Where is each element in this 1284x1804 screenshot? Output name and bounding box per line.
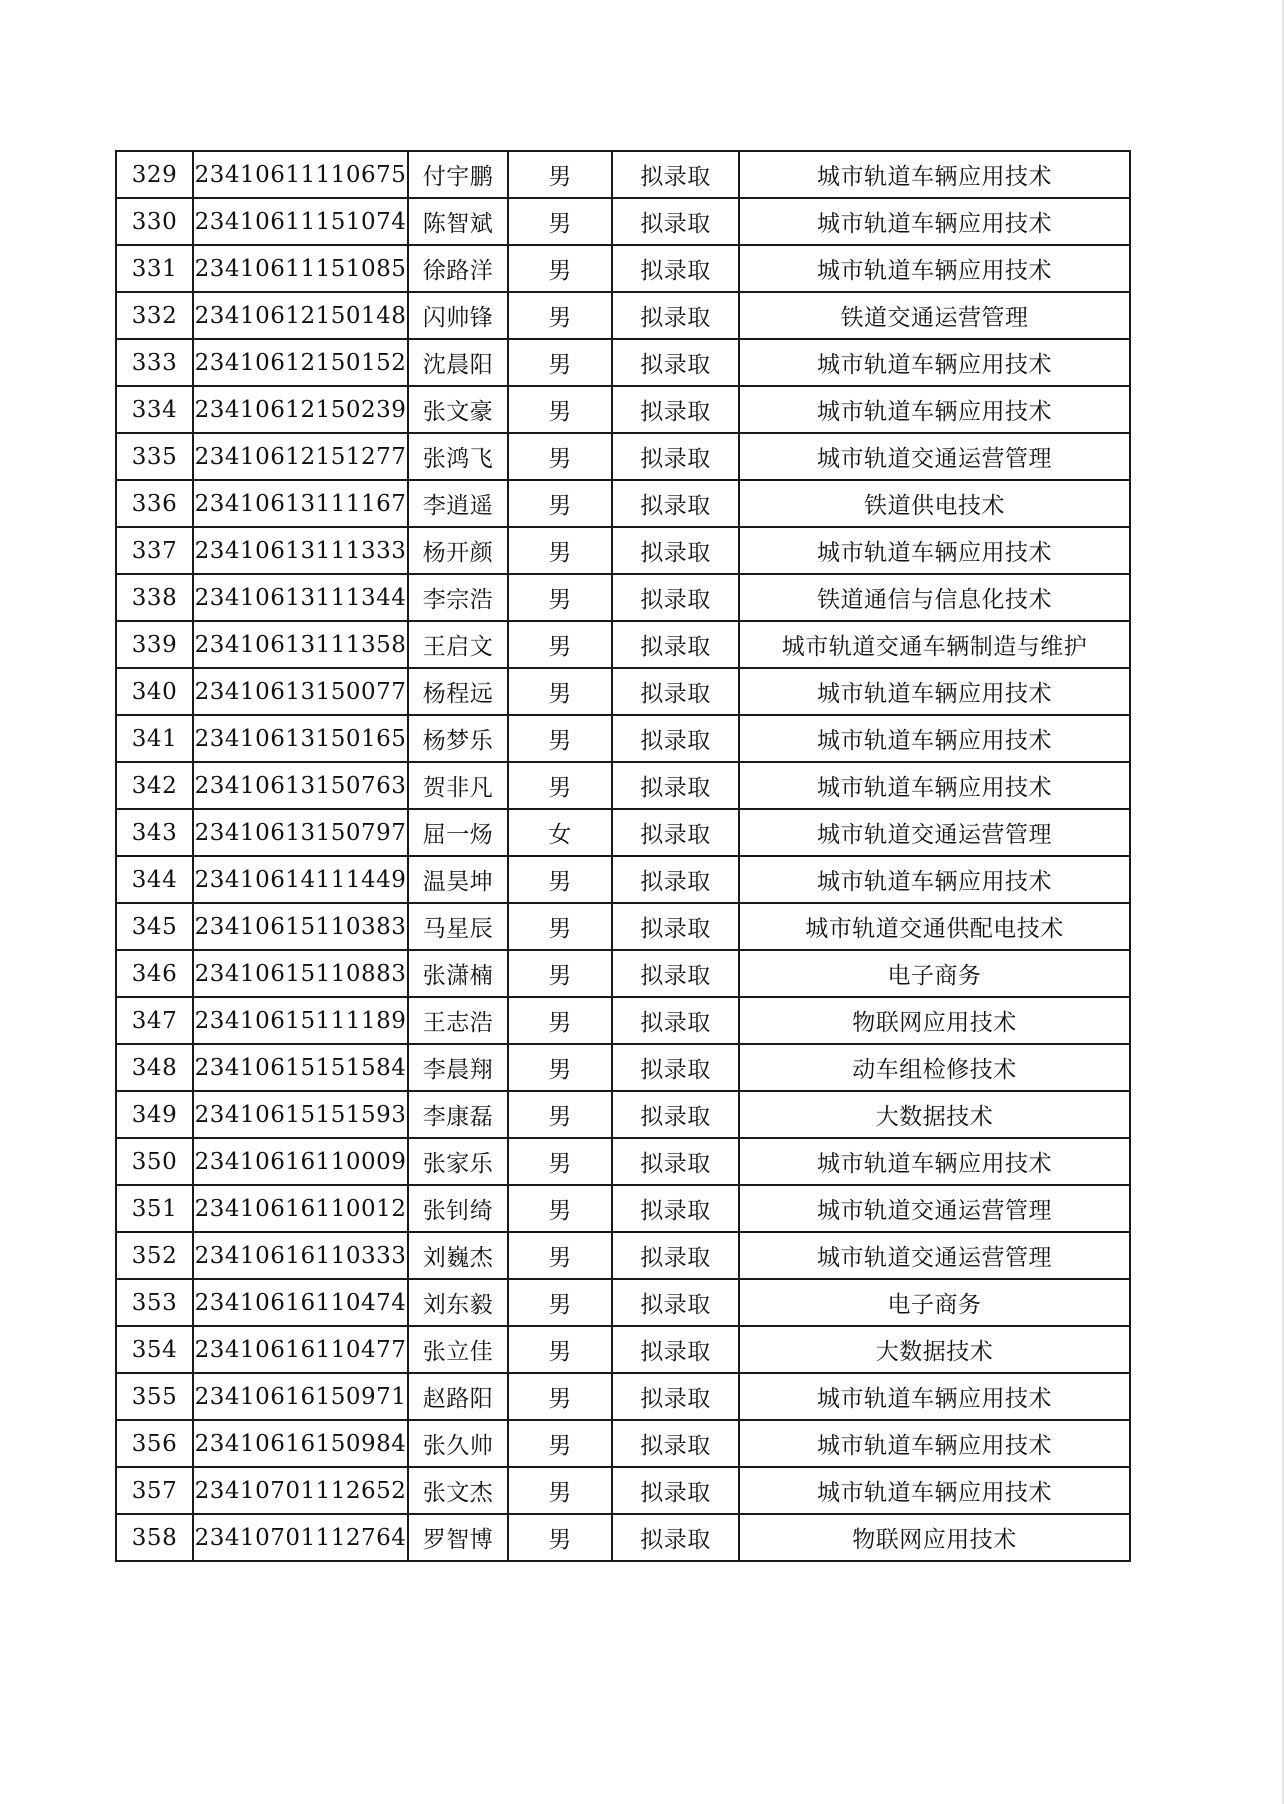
major-cell: 电子商务 — [739, 950, 1130, 997]
student-name-cell: 刘巍杰 — [408, 1232, 508, 1279]
row-number-cell: 345 — [116, 903, 193, 950]
student-name-cell: 罗智博 — [408, 1514, 508, 1561]
row-number-cell: 358 — [116, 1514, 193, 1561]
table-row — [116, 762, 1130, 809]
major-cell: 城市轨道交通运营管理 — [739, 809, 1130, 856]
major-cell: 城市轨道车辆应用技术 — [739, 1138, 1130, 1185]
table-row — [116, 339, 1130, 386]
candidate-id-cell: 23410615151593 — [193, 1091, 408, 1138]
admission-status-cell: 拟录取 — [612, 1514, 739, 1561]
candidate-id-cell: 23410612150239 — [193, 386, 408, 433]
gender-cell: 男 — [508, 1326, 612, 1373]
major-cell: 物联网应用技术 — [739, 997, 1130, 1044]
major-cell: 铁道交通运营管理 — [739, 292, 1130, 339]
table-row — [116, 574, 1130, 621]
candidate-id-cell: 23410701112764 — [193, 1514, 408, 1561]
student-name-cell: 赵路阳 — [408, 1373, 508, 1420]
row-number-cell: 350 — [116, 1138, 193, 1185]
student-name-cell: 付宇鹏 — [408, 151, 508, 198]
admission-status-cell: 拟录取 — [612, 809, 739, 856]
admission-status-cell: 拟录取 — [612, 574, 739, 621]
admission-status-cell: 拟录取 — [612, 621, 739, 668]
table-row — [116, 1420, 1130, 1467]
admission-status-cell: 拟录取 — [612, 245, 739, 292]
table-row — [116, 1514, 1130, 1561]
table-row — [116, 1373, 1130, 1420]
admission-status-cell: 拟录取 — [612, 1467, 739, 1514]
gender-cell: 男 — [508, 574, 612, 621]
gender-cell: 男 — [508, 245, 612, 292]
table-row — [116, 1467, 1130, 1514]
candidate-id-cell: 23410615111189 — [193, 997, 408, 1044]
row-number-cell: 339 — [116, 621, 193, 668]
table-row — [116, 386, 1130, 433]
major-cell: 城市轨道车辆应用技术 — [739, 245, 1130, 292]
table-row — [116, 1138, 1130, 1185]
candidate-id-cell: 23410615151584 — [193, 1044, 408, 1091]
major-cell: 动车组检修技术 — [739, 1044, 1130, 1091]
candidate-id-cell: 23410612150152 — [193, 339, 408, 386]
admission-status-cell: 拟录取 — [612, 715, 739, 762]
student-name-cell: 张久帅 — [408, 1420, 508, 1467]
gender-cell: 男 — [508, 950, 612, 997]
major-cell: 城市轨道车辆应用技术 — [739, 668, 1130, 715]
gender-cell: 男 — [508, 1232, 612, 1279]
table-body — [116, 151, 1130, 1561]
candidate-id-cell: 23410615110383 — [193, 903, 408, 950]
candidate-id-cell: 23410612151277 — [193, 433, 408, 480]
gender-cell: 男 — [508, 621, 612, 668]
major-cell: 大数据技术 — [739, 1326, 1130, 1373]
major-cell: 城市轨道车辆应用技术 — [739, 198, 1130, 245]
student-name-cell: 李康磊 — [408, 1091, 508, 1138]
admission-list-table — [115, 150, 1131, 1562]
student-name-cell: 张文杰 — [408, 1467, 508, 1514]
major-cell: 城市轨道车辆应用技术 — [739, 151, 1130, 198]
admission-status-cell: 拟录取 — [612, 668, 739, 715]
candidate-id-cell: 23410613150165 — [193, 715, 408, 762]
row-number-cell: 333 — [116, 339, 193, 386]
table-row — [116, 245, 1130, 292]
admission-status-cell: 拟录取 — [612, 339, 739, 386]
row-number-cell: 348 — [116, 1044, 193, 1091]
admission-status-cell: 拟录取 — [612, 997, 739, 1044]
gender-cell: 男 — [508, 1279, 612, 1326]
major-cell: 城市轨道交通供配电技术 — [739, 903, 1130, 950]
row-number-cell: 347 — [116, 997, 193, 1044]
major-cell: 城市轨道车辆应用技术 — [739, 1420, 1130, 1467]
row-number-cell: 334 — [116, 386, 193, 433]
gender-cell: 男 — [508, 1091, 612, 1138]
major-cell: 城市轨道车辆应用技术 — [739, 856, 1130, 903]
candidate-id-cell: 23410613150763 — [193, 762, 408, 809]
candidate-id-cell: 23410613150077 — [193, 668, 408, 715]
candidate-id-cell: 23410612150148 — [193, 292, 408, 339]
candidate-id-cell: 23410611151074 — [193, 198, 408, 245]
gender-cell: 男 — [508, 480, 612, 527]
row-number-cell: 356 — [116, 1420, 193, 1467]
admission-status-cell: 拟录取 — [612, 1044, 739, 1091]
candidate-id-cell: 23410613111333 — [193, 527, 408, 574]
major-cell: 城市轨道车辆应用技术 — [739, 1373, 1130, 1420]
candidate-id-cell: 23410616150971 — [193, 1373, 408, 1420]
student-name-cell: 沈晨阳 — [408, 339, 508, 386]
admission-status-cell: 拟录取 — [612, 198, 739, 245]
table-row — [116, 1044, 1130, 1091]
gender-cell: 男 — [508, 1420, 612, 1467]
student-name-cell: 张鸿飞 — [408, 433, 508, 480]
admission-status-cell: 拟录取 — [612, 480, 739, 527]
candidate-id-cell: 23410616150984 — [193, 1420, 408, 1467]
gender-cell: 男 — [508, 762, 612, 809]
table-row — [116, 1232, 1130, 1279]
row-number-cell: 330 — [116, 198, 193, 245]
row-number-cell: 337 — [116, 527, 193, 574]
gender-cell: 男 — [508, 1185, 612, 1232]
student-name-cell: 李逍遥 — [408, 480, 508, 527]
major-cell: 城市轨道交通运营管理 — [739, 433, 1130, 480]
admission-status-cell: 拟录取 — [612, 1279, 739, 1326]
student-name-cell: 张钊绮 — [408, 1185, 508, 1232]
table-row — [116, 856, 1130, 903]
candidate-id-cell: 23410616110012 — [193, 1185, 408, 1232]
major-cell: 城市轨道车辆应用技术 — [739, 715, 1130, 762]
candidate-id-cell: 23410611151085 — [193, 245, 408, 292]
admission-status-cell: 拟录取 — [612, 1185, 739, 1232]
major-cell: 铁道供电技术 — [739, 480, 1130, 527]
major-cell: 铁道通信与信息化技术 — [739, 574, 1130, 621]
table-row — [116, 198, 1130, 245]
major-cell: 城市轨道车辆应用技术 — [739, 527, 1130, 574]
student-name-cell: 王启文 — [408, 621, 508, 668]
table-row — [116, 621, 1130, 668]
major-cell: 城市轨道车辆应用技术 — [739, 762, 1130, 809]
row-number-cell: 349 — [116, 1091, 193, 1138]
table-row — [116, 151, 1130, 198]
row-number-cell: 343 — [116, 809, 193, 856]
row-number-cell: 342 — [116, 762, 193, 809]
admission-status-cell: 拟录取 — [612, 762, 739, 809]
row-number-cell: 331 — [116, 245, 193, 292]
admission-status-cell: 拟录取 — [612, 1373, 739, 1420]
major-cell: 城市轨道交通运营管理 — [739, 1185, 1130, 1232]
candidate-id-cell: 23410616110009 — [193, 1138, 408, 1185]
admission-status-cell: 拟录取 — [612, 950, 739, 997]
row-number-cell: 354 — [116, 1326, 193, 1373]
student-name-cell: 温昊坤 — [408, 856, 508, 903]
gender-cell: 男 — [508, 527, 612, 574]
candidate-id-cell: 23410613111167 — [193, 480, 408, 527]
major-cell: 城市轨道车辆应用技术 — [739, 339, 1130, 386]
candidate-id-cell: 23410614111449 — [193, 856, 408, 903]
gender-cell: 男 — [508, 151, 612, 198]
student-name-cell: 张潇楠 — [408, 950, 508, 997]
candidate-id-cell: 23410613150797 — [193, 809, 408, 856]
major-cell: 城市轨道车辆应用技术 — [739, 1467, 1130, 1514]
row-number-cell: 355 — [116, 1373, 193, 1420]
row-number-cell: 353 — [116, 1279, 193, 1326]
admission-status-cell: 拟录取 — [612, 527, 739, 574]
gender-cell: 男 — [508, 856, 612, 903]
student-name-cell: 刘东毅 — [408, 1279, 508, 1326]
gender-cell: 男 — [508, 715, 612, 762]
gender-cell: 男 — [508, 198, 612, 245]
student-name-cell: 张立佳 — [408, 1326, 508, 1373]
major-cell: 城市轨道交通运营管理 — [739, 1232, 1130, 1279]
admission-status-cell: 拟录取 — [612, 903, 739, 950]
table-row — [116, 292, 1130, 339]
student-name-cell: 杨梦乐 — [408, 715, 508, 762]
student-name-cell: 王志浩 — [408, 997, 508, 1044]
candidate-id-cell: 23410613111358 — [193, 621, 408, 668]
table-row — [116, 433, 1130, 480]
student-name-cell: 陈智斌 — [408, 198, 508, 245]
gender-cell: 男 — [508, 1373, 612, 1420]
table-row — [116, 1091, 1130, 1138]
candidate-id-cell: 23410616110474 — [193, 1279, 408, 1326]
admission-status-cell: 拟录取 — [612, 433, 739, 480]
gender-cell: 男 — [508, 997, 612, 1044]
row-number-cell: 341 — [116, 715, 193, 762]
student-name-cell: 徐路洋 — [408, 245, 508, 292]
table-row — [116, 997, 1130, 1044]
table-row — [116, 480, 1130, 527]
admission-status-cell: 拟录取 — [612, 1326, 739, 1373]
student-name-cell: 张家乐 — [408, 1138, 508, 1185]
candidate-id-cell: 23410616110477 — [193, 1326, 408, 1373]
gender-cell: 男 — [508, 386, 612, 433]
table-row — [116, 1326, 1130, 1373]
row-number-cell: 346 — [116, 950, 193, 997]
gender-cell: 男 — [508, 668, 612, 715]
gender-cell: 男 — [508, 292, 612, 339]
table-row — [116, 903, 1130, 950]
row-number-cell: 340 — [116, 668, 193, 715]
candidate-id-cell: 23410613111344 — [193, 574, 408, 621]
major-cell: 大数据技术 — [739, 1091, 1130, 1138]
gender-cell: 男 — [508, 1514, 612, 1561]
major-cell: 城市轨道车辆应用技术 — [739, 386, 1130, 433]
student-name-cell: 张文豪 — [408, 386, 508, 433]
row-number-cell: 329 — [116, 151, 193, 198]
row-number-cell: 352 — [116, 1232, 193, 1279]
major-cell: 物联网应用技术 — [739, 1514, 1130, 1561]
major-cell: 电子商务 — [739, 1279, 1130, 1326]
row-number-cell: 332 — [116, 292, 193, 339]
table-row — [116, 950, 1130, 997]
student-name-cell: 杨程远 — [408, 668, 508, 715]
admission-status-cell: 拟录取 — [612, 856, 739, 903]
table-row — [116, 668, 1130, 715]
candidate-id-cell: 23410616110333 — [193, 1232, 408, 1279]
admission-status-cell: 拟录取 — [612, 1232, 739, 1279]
candidate-id-cell: 23410611110675 — [193, 151, 408, 198]
student-name-cell: 李宗浩 — [408, 574, 508, 621]
table-row — [116, 1279, 1130, 1326]
row-number-cell: 344 — [116, 856, 193, 903]
gender-cell: 男 — [508, 1138, 612, 1185]
admission-status-cell: 拟录取 — [612, 292, 739, 339]
table-row — [116, 1185, 1130, 1232]
student-name-cell: 贺非凡 — [408, 762, 508, 809]
admission-status-cell: 拟录取 — [612, 386, 739, 433]
admission-status-cell: 拟录取 — [612, 1138, 739, 1185]
candidate-id-cell: 23410701112652 — [193, 1467, 408, 1514]
row-number-cell: 338 — [116, 574, 193, 621]
gender-cell: 男 — [508, 1467, 612, 1514]
row-number-cell: 335 — [116, 433, 193, 480]
table-row — [116, 715, 1130, 762]
student-name-cell: 杨开颜 — [408, 527, 508, 574]
candidate-id-cell: 23410615110883 — [193, 950, 408, 997]
student-name-cell: 闪帅锋 — [408, 292, 508, 339]
table-row — [116, 809, 1130, 856]
student-name-cell: 马星辰 — [408, 903, 508, 950]
gender-cell: 男 — [508, 433, 612, 480]
gender-cell: 女 — [508, 809, 612, 856]
row-number-cell: 357 — [116, 1467, 193, 1514]
row-number-cell: 351 — [116, 1185, 193, 1232]
admission-status-cell: 拟录取 — [612, 1091, 739, 1138]
gender-cell: 男 — [508, 339, 612, 386]
row-number-cell: 336 — [116, 480, 193, 527]
table-row — [116, 527, 1130, 574]
student-name-cell: 屈一炀 — [408, 809, 508, 856]
admission-status-cell: 拟录取 — [612, 151, 739, 198]
admission-status-cell: 拟录取 — [612, 1420, 739, 1467]
student-name-cell: 李晨翔 — [408, 1044, 508, 1091]
gender-cell: 男 — [508, 1044, 612, 1091]
major-cell: 城市轨道交通车辆制造与维护 — [739, 621, 1130, 668]
gender-cell: 男 — [508, 903, 612, 950]
